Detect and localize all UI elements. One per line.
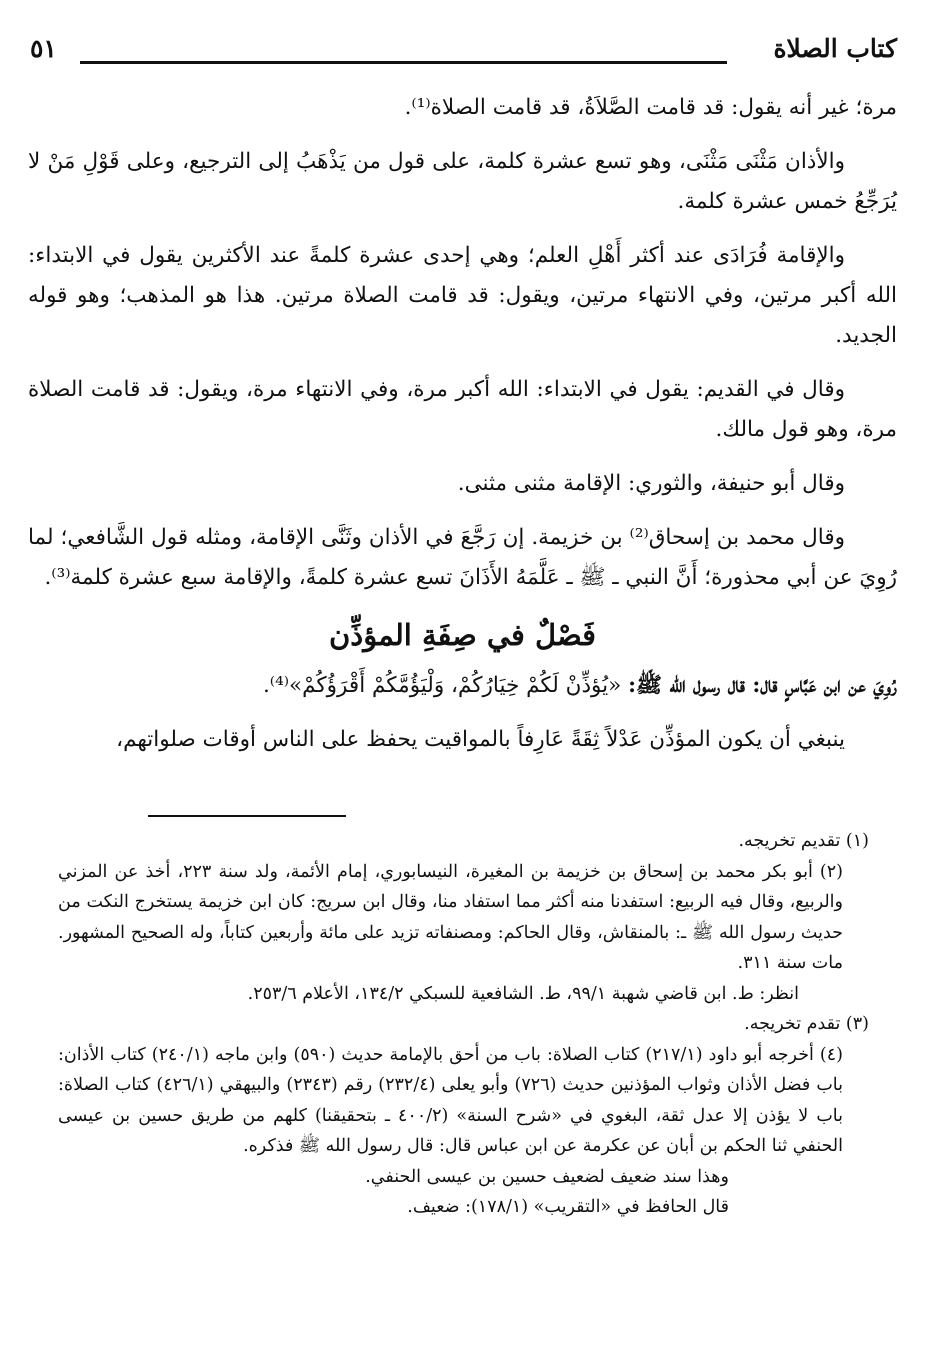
paragraph-abu-hanifa: وقال أبو حنيفة، والثوري: الإقامة مثنى مثنى. [457, 471, 845, 496]
footnote-2: (٢) أبو بكر محمد بن إسحاق بن خزيمة بن المغيرة، النيسابوري، إمام الأئمة، ولد سنة ٢٢٣، أخذ عن المزني والربيع، وقال فيه الربيع: استفدنا منه أكثر مما استفاد منا، وقال ابن سريج: كان ابن خزيمة يستخرج النكت من حديث رسول الله ﷺ ـ: بالمنقاش، وقال الحاكم: ومصنفاته تزيد على مائة وأربعين كتاباً، وله الصحيح المشهور. مات سنة ٣١١. [58, 861, 843, 973]
footnote-2-references: انظر: ط. ابن قاضي شهبة ٩٩/١، ط. الشافعية للسبكي ١٣٤/٢، الأعلام ٢٥٣/٦. [247, 983, 799, 1004]
footnote-3: (٣) تقدم تخريجه. [744, 1014, 869, 1034]
hadith-text: «يُؤذِّنْ لَكُمْ خِيَارُكُمْ، وَلْيَؤُمَّكُمْ أَقْرَؤُكُمْ»⁽⁴⁾. [262, 673, 622, 698]
header-rule [80, 61, 727, 64]
header-book-title: كتاب الصلاة [773, 34, 897, 63]
footnote-4-note-1: وهذا سند ضعيف لضعيف حسين بن عيسى الحنفي. [365, 1166, 729, 1187]
running-header [28, 28, 897, 72]
paragraph-old-opinion: وقال في القديم: يقول في الابتداء: الله أكبر مرة، وفي الانتهاء مرة، ويقول: قد قامت الصلاة مرة، وهو قول مالك. [28, 377, 897, 442]
footnote-4: (٤) أخرجه أبو داود (٢١٧/١) كتاب الصلاة: باب من أحق بالإمامة حديث (٥٩٠) وابن ماجه (٢٤٠/١) كتاب الأذان: باب فضل الأذان وثواب المؤذنين حديث (٧٢٦) وأبو يعلى (٢٣٢/٤) رقم (٢٣٤٣) والبيهقي (٤٢٦/١) كتاب الصلاة: باب لا يؤذن إلا عدل ثقة، البغوي في «شرح السنة» (٤٠٠/٢ ـ بتحقيقنا) كلهم من طريق حسين بن عيسى الحنفي ثنا الحكم بن أبان عن عكرمة عن ابن عباس قال: قال رسول الله ﷺ فذكره. [58, 1044, 843, 1156]
paragraph-adhan: والأذان مَثْنَى مَثْنَى، وهو تسع عشرة كلمة، على قول من يَذْهَبُ إلى الترجيع، وعلى قَوْلِ مَنْ لا يُرَجِّعُ خمس عشرة كلمة. [28, 149, 897, 214]
page-number: ٥١ [30, 34, 57, 63]
paragraph-ibn-khuzayma: وقال محمد بن إسحاق⁽²⁾ بن خزيمة. إن رَجَّعَ في الأذان وثَنَّى الإقامة، ومثله قول الشَّافعي؛ لما رُوِيَ عن أبي محذورة؛ أَنَّ النبي ـ ﷺ ـ عَلَّمَهُ الأَذَانَ تسع عشرة كلمةً، والإقامة سبع عشرة كلمة⁽³⁾. [28, 525, 897, 590]
paragraph-hadith [28, 666, 897, 706]
footnote-1: (١) تقديم تخريجه. [738, 831, 869, 851]
section-heading: فَصْلٌ في صِفَةِ المؤذِّن [329, 618, 596, 652]
main-text [28, 88, 897, 774]
paragraph-1: مرة؛ غير أنه يقول: قد قامت الصَّلاَةُ، قد قامت الصلاة⁽¹⁾. [404, 95, 897, 120]
hadith-lead: رُوِيَ عن ابن عَبَّاسٍ قال: قال رسول الله ﷺ: [628, 673, 897, 698]
footnote-separator [148, 815, 346, 817]
footnote-4-note-2: قال الحافظ في «التقريب» (١٧٨/١): ضعيف. [407, 1197, 729, 1217]
footnotes [58, 826, 869, 1223]
paragraph-iqama: والإقامة فُرَادَى عند أكثر أَهْلِ العلم؛ وهي إحدى عشرة كلمةً عند الأكثرين يقول في الابتداء: الله أكبر مرتين، وفي الانتهاء مرتين، ويقول: قد قامت الصلاة مرتين. هذا هو المذهب؛ وهو قوله الجديد. [28, 243, 897, 348]
paragraph-muadhin-qualities: ينبغي أن يكون المؤذِّن عَدْلاً ثِقَةً عَارِفاً بالمواقيت يحفظ على الناس أوقات صلواتهم، [116, 727, 845, 752]
